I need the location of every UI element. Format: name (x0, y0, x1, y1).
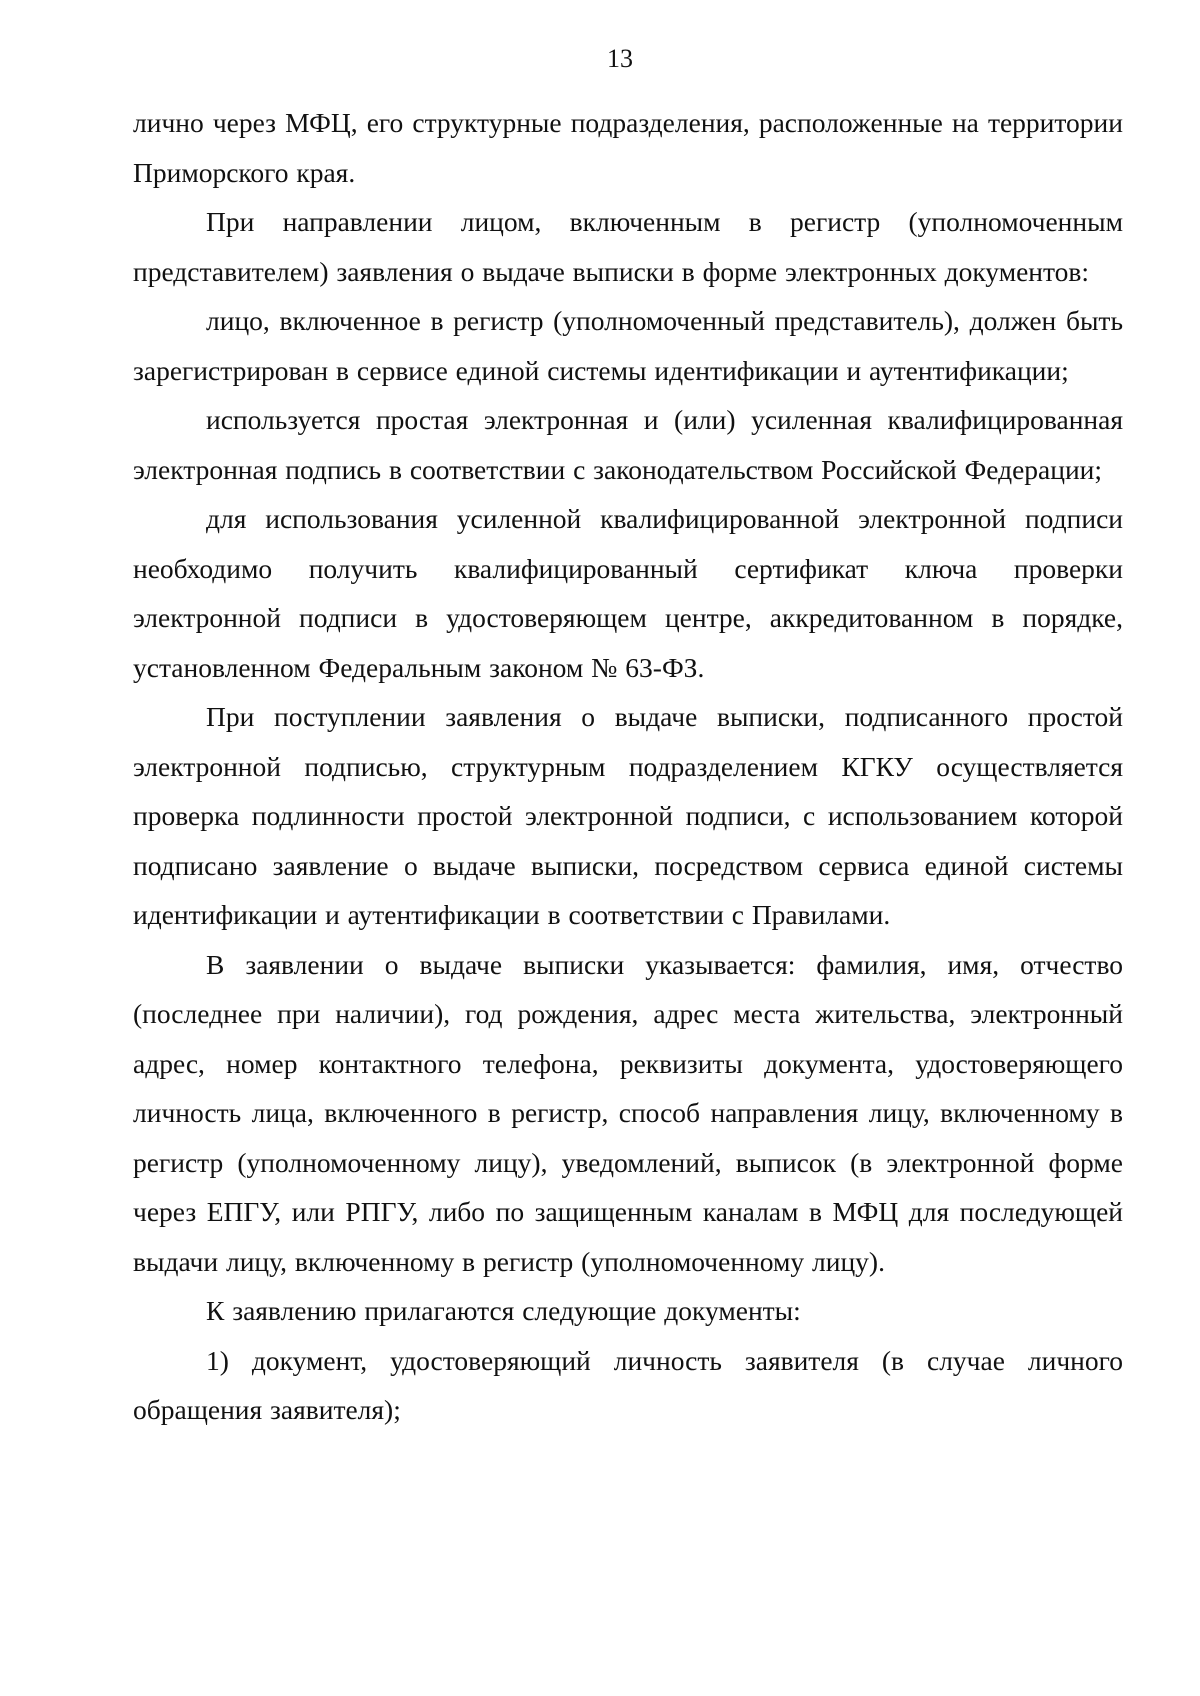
paragraph-application-contents: В заявлении о выдаче выписки указывается: фамилия, имя, отчество (последнее при наличии), год рождения, адрес места жительства, электронный адрес, номер контактного телефона, реквизиты документа, удостоверяющего личность лица, включенного в регистр, способ направления лицу, включенному в регистр (уполномоченному лицу), уведомлений, выписок (в электронной форме через ЕПГУ, или РПГУ, либо по защищенным каналам в МФЦ для последующей выдачи лицу, включенному в регистр (уполномоченному лицу). (133, 948, 1123, 1277)
document-body (133, 98, 1123, 1435)
paragraph-electronic-request: При направлении лицом, включенным в регистр (уполномоченным представителем) заявления о выдаче выписки в форме электронных документов: (133, 206, 1123, 287)
paragraph-registration-requirement: лицо, включенное в регистр (уполномоченный представитель), должен быть зарегистрирован в сервисе единой системы идентификации и аутентификации; (133, 305, 1123, 386)
paragraph-signature-type: используется простая электронная и (или) усиленная квалифицированная электронная подпись в соответствии с законодательством Российской Федерации; (133, 404, 1123, 485)
paragraph-signature-verification: При поступлении заявления о выдаче выписки, подписанного простой электронной подписью, структурным подразделением КГКУ осуществляется проверка подлинности простой электронной подписи, с использованием которой подписано заявление о выдаче выписки, посредством сервиса единой системы идентификации и аутентификации в соответствии с Правилами. (133, 701, 1123, 930)
page-number: 13 (607, 44, 633, 73)
list-item-identity-document: 1) документ, удостоверяющий личность заявителя (в случае личного обращения заявителя); (133, 1344, 1123, 1425)
paragraph-attachments-intro: К заявлению прилагаются следующие документы: (206, 1295, 801, 1326)
paragraph-qualified-certificate: для использования усиленной квалифицированной электронной подписи необходимо получить квалифицированный сертификат ключа проверки электронной подписи в удостоверяющем центре, аккредитованном в порядке, установленном Федеральным законом № 63-ФЗ. (133, 503, 1123, 683)
paragraph-mfc-personal: лично через МФЦ, его структурные подразделения, расположенные на территории Приморского края. (133, 107, 1123, 188)
